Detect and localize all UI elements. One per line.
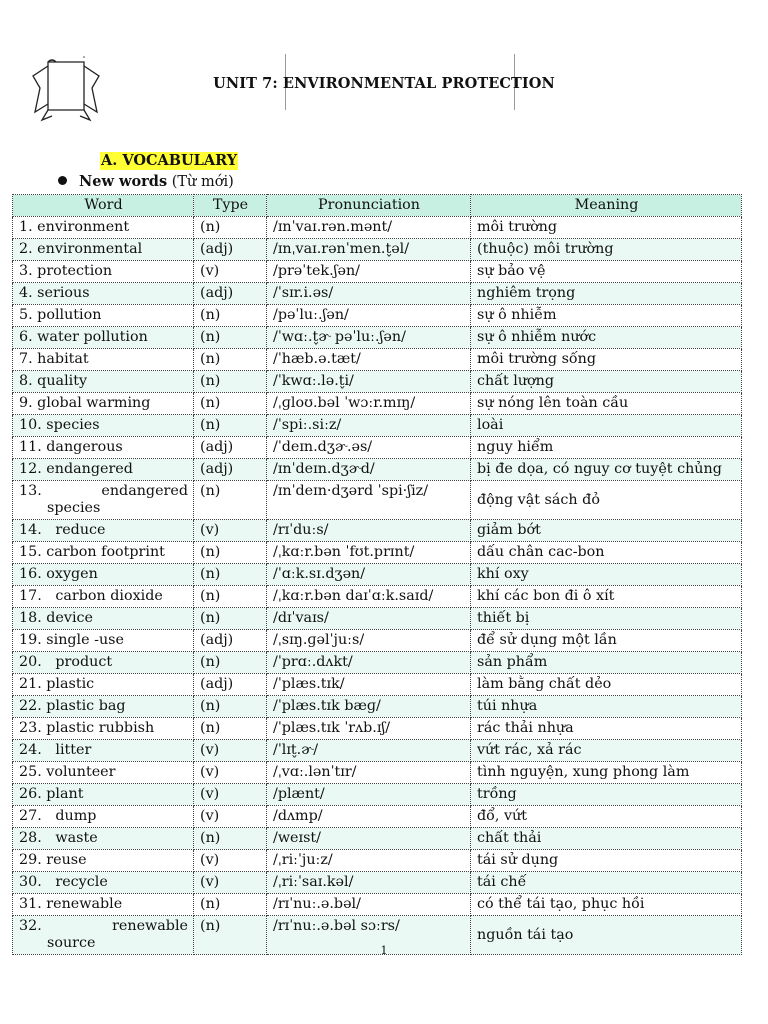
- word-part: endangered: [101, 483, 188, 499]
- cell-meaning: bị đe dọa, có nguy cơ tuyệt chủng: [471, 459, 742, 481]
- cell-meaning: có thể tái tạo, phục hồi: [471, 894, 742, 916]
- cell-pronunciation: /pəˈluː.ʃən/: [267, 305, 471, 327]
- cell-type: (n): [194, 608, 267, 630]
- cell-pronunciation: /ɪnˈdeɪn·dʒərd ˈspi·ʃiz/: [267, 481, 471, 520]
- cell-type: (v): [194, 872, 267, 894]
- cell-pronunciation: /ˌɡloʊ.bəl ˈwɔːr.mɪŋ/: [267, 393, 471, 415]
- table-row: [13, 217, 742, 239]
- cell-word: 16. oxygen: [13, 564, 194, 586]
- table-row: [13, 784, 742, 806]
- cell-type: (n): [194, 652, 267, 674]
- cell-word: 11. dangerous: [13, 437, 194, 459]
- column-header-pronunciation: Pronunciation: [267, 195, 471, 217]
- cell-pronunciation: /ˈwɑː.t̬ɚ pəˈluː.ʃən/: [267, 327, 471, 349]
- cell-pronunciation: /prəˈtek.ʃən/: [267, 261, 471, 283]
- cell-meaning: làm bằng chất dẻo: [471, 674, 742, 696]
- table-row: [13, 481, 742, 520]
- table-row: [13, 393, 742, 415]
- cell-type: (adj): [194, 674, 267, 696]
- cell-type: (adj): [194, 437, 267, 459]
- word-part: source: [47, 935, 96, 951]
- cell-pronunciation: /ˈsɪr.i.əs/: [267, 283, 471, 305]
- cell-type: (v): [194, 762, 267, 784]
- cell-word: 1. environment: [13, 217, 194, 239]
- cell-type: (n): [194, 371, 267, 393]
- table-row: [13, 850, 742, 872]
- table-row: [13, 327, 742, 349]
- cell-meaning: nguy hiểm: [471, 437, 742, 459]
- cell-word: 15. carbon footprint: [13, 542, 194, 564]
- cell-type: (v): [194, 261, 267, 283]
- cell-meaning: sự ô nhiễm: [471, 305, 742, 327]
- cell-word: 27. dump: [13, 806, 194, 828]
- cell-pronunciation: /ˈspiː.siːz/: [267, 415, 471, 437]
- cell-type: (adj): [194, 283, 267, 305]
- table-row: [13, 696, 742, 718]
- cell-word: 17. carbon dioxide: [13, 586, 194, 608]
- table-row: [13, 894, 742, 916]
- cell-pronunciation: /ˈlɪt̬.ɚ/: [267, 740, 471, 762]
- table-row: [13, 437, 742, 459]
- cell-pronunciation: /ˈɑːk.sɪ.dʒən/: [267, 564, 471, 586]
- cell-word: 14. reduce: [13, 520, 194, 542]
- cell-type: (n): [194, 828, 267, 850]
- bullet-icon: [58, 176, 67, 185]
- table-row: [13, 371, 742, 393]
- table-row: [13, 718, 742, 740]
- cell-word: 26. plant: [13, 784, 194, 806]
- cell-word: 25. volunteer: [13, 762, 194, 784]
- cell-type: (adj): [194, 239, 267, 261]
- cell-meaning: môi trường sống: [471, 349, 742, 371]
- cell-word: 20. product: [13, 652, 194, 674]
- cell-word: 3. protection: [13, 261, 194, 283]
- cell-type: (n): [194, 217, 267, 239]
- cell-meaning: nguồn tái tạo: [471, 916, 742, 955]
- cell-meaning: loài: [471, 415, 742, 437]
- cell-pronunciation: /dʌmp/: [267, 806, 471, 828]
- cell-meaning: (thuộc) môi trường: [471, 239, 742, 261]
- subheading: [58, 173, 234, 191]
- cell-word: 24. litter: [13, 740, 194, 762]
- vocabulary-table: [12, 194, 742, 955]
- cell-word: 9. global warming: [13, 393, 194, 415]
- table-row: [13, 261, 742, 283]
- table-row: [13, 520, 742, 542]
- column-header-type: Type: [194, 195, 267, 217]
- table-row: [13, 806, 742, 828]
- cell-word: 29. reuse: [13, 850, 194, 872]
- cell-pronunciation: /ɪnˌvaɪ.rənˈmen.t̬əl/: [267, 239, 471, 261]
- cell-word: 22. plastic bag: [13, 696, 194, 718]
- cell-pronunciation: /ɪnˈdeɪn.dʒɚd/: [267, 459, 471, 481]
- cell-meaning: môi trường: [471, 217, 742, 239]
- cell-pronunciation: /ˌkɑːr.bən daɪˈɑːk.saɪd/: [267, 586, 471, 608]
- cell-type: (n): [194, 349, 267, 371]
- cell-pronunciation: /ˌriːˈsaɪ.kəl/: [267, 872, 471, 894]
- table-row: [13, 762, 742, 784]
- table-row: [13, 564, 742, 586]
- cell-word: 10. species: [13, 415, 194, 437]
- cell-type: (v): [194, 784, 267, 806]
- word-part: species: [47, 500, 101, 516]
- cell-pronunciation: /rɪˈnuː.ə.bəl sɔːrs/: [267, 916, 471, 955]
- cell-type: (n): [194, 564, 267, 586]
- cell-word: 21. plastic: [13, 674, 194, 696]
- subheading-note: (Từ mới): [171, 174, 234, 190]
- cell-pronunciation: /weɪst/: [267, 828, 471, 850]
- cell-type: (n): [194, 327, 267, 349]
- table-row: [13, 674, 742, 696]
- cell-meaning: rác thải nhựa: [471, 718, 742, 740]
- cell-word: [13, 481, 194, 520]
- cell-pronunciation: /ˈprɑː.dʌkt/: [267, 652, 471, 674]
- cell-word: 18. device: [13, 608, 194, 630]
- cell-word: 2. environmental: [13, 239, 194, 261]
- cell-meaning: chất lượng: [471, 371, 742, 393]
- table-row: [13, 586, 742, 608]
- cell-pronunciation: /plænt/: [267, 784, 471, 806]
- table-row: [13, 239, 742, 261]
- cell-pronunciation: /ˌriːˈjuːz/: [267, 850, 471, 872]
- cell-word: 19. single -use: [13, 630, 194, 652]
- table-header-row: [13, 195, 742, 217]
- table-row: [13, 608, 742, 630]
- table-row: [13, 459, 742, 481]
- cell-meaning: dấu chân cac-bon: [471, 542, 742, 564]
- cell-meaning: tái sử dụng: [471, 850, 742, 872]
- table-row: [13, 630, 742, 652]
- cell-type: (n): [194, 481, 267, 520]
- cell-word: 31. renewable: [13, 894, 194, 916]
- cell-type: (v): [194, 740, 267, 762]
- cell-type: (n): [194, 305, 267, 327]
- cell-word: 6. water pollution: [13, 327, 194, 349]
- cell-type: (v): [194, 520, 267, 542]
- cell-meaning: sự bảo vệ: [471, 261, 742, 283]
- cell-pronunciation: /dɪˈvaɪs/: [267, 608, 471, 630]
- cell-meaning: để sử dụng một lần: [471, 630, 742, 652]
- cell-type: (v): [194, 806, 267, 828]
- cell-word: 28. waste: [13, 828, 194, 850]
- cell-meaning: vứt rác, xả rác: [471, 740, 742, 762]
- table-row: [13, 349, 742, 371]
- word-number: 13.: [19, 483, 42, 499]
- table-row: [13, 740, 742, 762]
- cell-pronunciation: /ˌkɑːr.bən ˈfʊt.prɪnt/: [267, 542, 471, 564]
- cell-meaning: tái chế: [471, 872, 742, 894]
- cell-meaning: sự nóng lên toàn cầu: [471, 393, 742, 415]
- column-header-meaning: Meaning: [471, 195, 742, 217]
- table-row: [13, 305, 742, 327]
- cell-word: 12. endangered: [13, 459, 194, 481]
- word-number: 32.: [19, 918, 42, 934]
- cell-type: (adj): [194, 459, 267, 481]
- cell-meaning: đổ, vứt: [471, 806, 742, 828]
- cell-meaning: túi nhựa: [471, 696, 742, 718]
- cell-type: (n): [194, 542, 267, 564]
- cell-pronunciation: /ˈhæb.ə.tæt/: [267, 349, 471, 371]
- cell-meaning: động vật sách đỏ: [471, 481, 742, 520]
- subheading-label: New words: [79, 173, 168, 190]
- cell-word: 30. recycle: [13, 872, 194, 894]
- cell-type: (n): [194, 718, 267, 740]
- cell-meaning: thiết bị: [471, 608, 742, 630]
- cell-meaning: khí oxy: [471, 564, 742, 586]
- cell-type: (n): [194, 393, 267, 415]
- table-row: [13, 415, 742, 437]
- cell-meaning: sự ô nhiễm nước: [471, 327, 742, 349]
- cell-pronunciation: /ˌsɪŋ.ɡəlˈjuːs/: [267, 630, 471, 652]
- table-row: [13, 828, 742, 850]
- word-part: renewable: [112, 918, 188, 934]
- cell-meaning: giảm bớt: [471, 520, 742, 542]
- cell-word: 23. plastic rubbish: [13, 718, 194, 740]
- table-row: [13, 872, 742, 894]
- table-row: [13, 283, 742, 305]
- cell-type: (v): [194, 850, 267, 872]
- cell-word: 7. habitat: [13, 349, 194, 371]
- cell-pronunciation: /ˈplæs.tɪk ˈrʌb.ɪʃ/: [267, 718, 471, 740]
- cell-pronunciation: /ˌvɑː.lənˈtɪr/: [267, 762, 471, 784]
- cell-meaning: khí các bon đi ô xít: [471, 586, 742, 608]
- page-number: 1: [380, 944, 388, 957]
- section-heading: A. VOCABULARY: [101, 152, 238, 169]
- cell-pronunciation: /ˈplæs.tɪk bæɡ/: [267, 696, 471, 718]
- cell-pronunciation: /rɪˈduːs/: [267, 520, 471, 542]
- cell-meaning: nghiêm trọng: [471, 283, 742, 305]
- cell-pronunciation: /ˈplæs.tɪk/: [267, 674, 471, 696]
- cell-type: (adj): [194, 630, 267, 652]
- cell-meaning: tình nguyện, xung phong làm: [471, 762, 742, 784]
- cell-type: (n): [194, 696, 267, 718]
- cell-word: 5. pollution: [13, 305, 194, 327]
- cell-type: (n): [194, 586, 267, 608]
- cell-type: (n): [194, 415, 267, 437]
- cell-pronunciation: /rɪˈnuː.ə.bəl/: [267, 894, 471, 916]
- cell-pronunciation: /ˈdeɪn.dʒɚ.əs/: [267, 437, 471, 459]
- table-row: [13, 542, 742, 564]
- cell-type: (n): [194, 916, 267, 955]
- cell-word: 8. quality: [13, 371, 194, 393]
- cell-word: 4. serious: [13, 283, 194, 305]
- cell-type: (n): [194, 894, 267, 916]
- table-row: [13, 652, 742, 674]
- table-body: [13, 217, 742, 955]
- cell-pronunciation: /ˈkwɑː.lə.t̬i/: [267, 371, 471, 393]
- page-title: UNIT 7: ENVIRONMENTAL PROTECTION: [213, 75, 555, 92]
- cell-meaning: sản phẩm: [471, 652, 742, 674]
- scroll-banner-icon: [30, 54, 102, 130]
- cell-meaning: trồng: [471, 784, 742, 806]
- column-header-word: Word: [13, 195, 194, 217]
- cell-pronunciation: /ɪnˈvaɪ.rən.mənt/: [267, 217, 471, 239]
- cell-meaning: chất thải: [471, 828, 742, 850]
